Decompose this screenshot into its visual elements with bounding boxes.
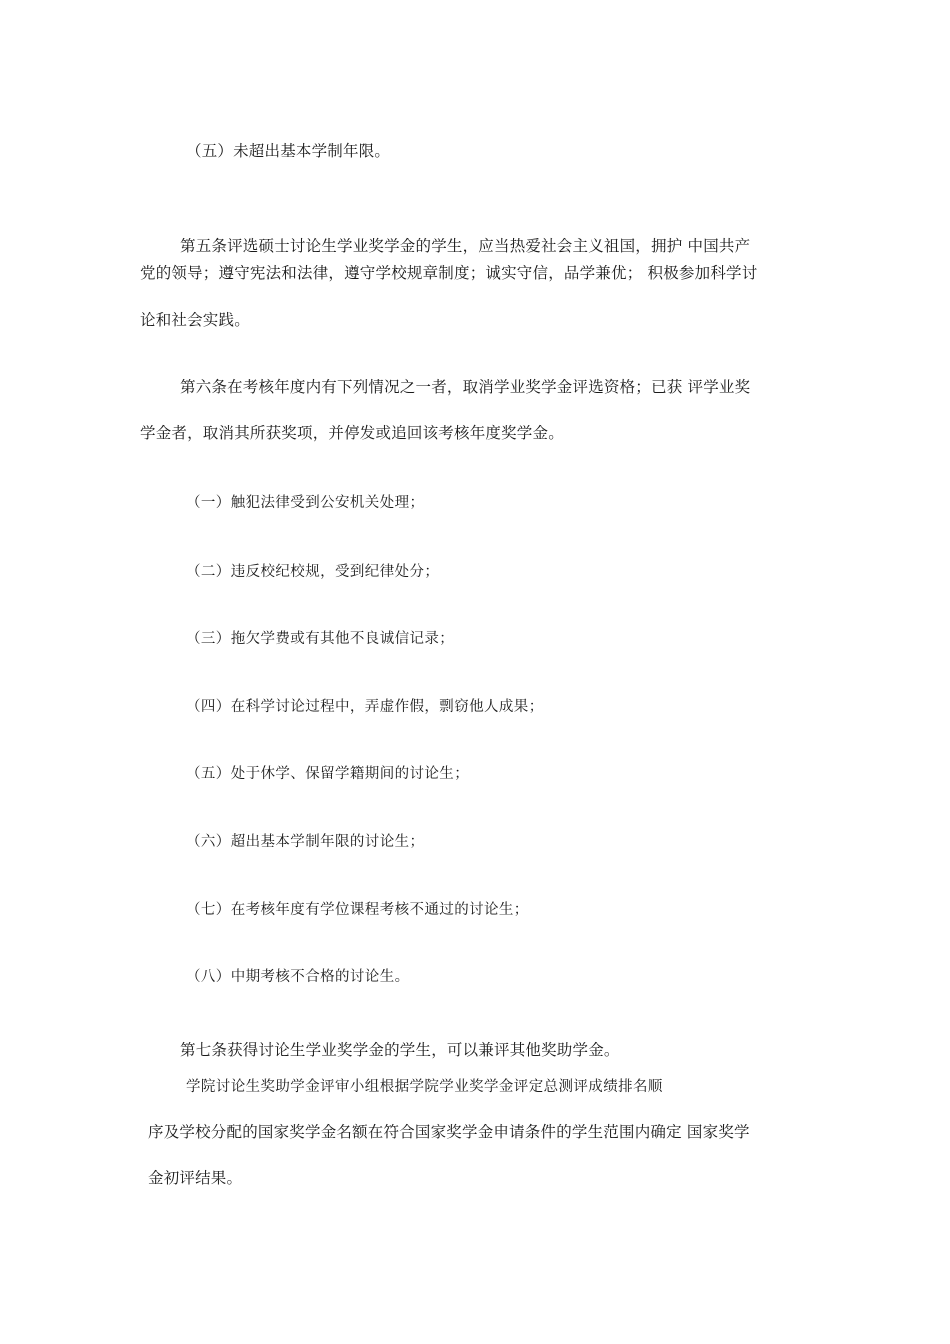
article-six-item-2: （二）违反校纪校规，受到纪律处分； bbox=[186, 564, 440, 580]
article-five-line-1: 第五条评选硕士讨论生学业奖学金的学生，应当热爱社会主义祖国，拥护 中国共产 bbox=[180, 237, 751, 255]
clause-five-term-limit: （五）未超出基本学制年限。 bbox=[186, 142, 391, 160]
college-review-line-3: 金初评结果。 bbox=[148, 1169, 243, 1187]
article-six-item-8: （八）中期考核不合格的讨论生。 bbox=[186, 969, 410, 985]
article-six-item-6: （六）超出基本学制年限的讨论生； bbox=[186, 834, 425, 850]
article-six-item-1: （一）触犯法律受到公安机关处理； bbox=[186, 495, 425, 511]
college-review-line-2: 序及学校分配的国家奖学金名额在符合国家奖学金申请条件的学生范围内确定 国家奖学 bbox=[148, 1123, 750, 1141]
article-six-line-1: 第六条在考核年度内有下列情况之一者，取消学业奖学金评选资格；已获 评学业奖 bbox=[180, 378, 751, 396]
article-five-line-2: 党的领导；遵守宪法和法律，遵守学校规章制度；诚实守信，品学兼优； 积极参加科学讨 bbox=[140, 264, 758, 282]
article-six-item-3: （三）拖欠学费或有其他不良诚信记录； bbox=[186, 631, 455, 647]
college-review-line-1: 学院讨论生奖助学金评审小组根据学院学业奖学金评定总测评成绩排名顺 bbox=[186, 1079, 663, 1095]
article-six-item-5: （五）处于休学、保留学籍期间的讨论生； bbox=[186, 766, 470, 782]
article-six-line-2: 学金者，取消其所获奖项，并停发或追回该考核年度奖学金。 bbox=[140, 424, 564, 442]
article-six-item-4: （四）在科学讨论过程中，弄虚作假，剽窃他人成果； bbox=[186, 699, 544, 715]
article-seven: 第七条获得讨论生学业奖学金的学生，可以兼评其他奖助学金。 bbox=[180, 1041, 620, 1059]
article-six-item-7: （七）在考核年度有学位课程考核不通过的讨论生； bbox=[186, 902, 529, 918]
article-five-line-3: 论和社会实践。 bbox=[140, 311, 250, 329]
